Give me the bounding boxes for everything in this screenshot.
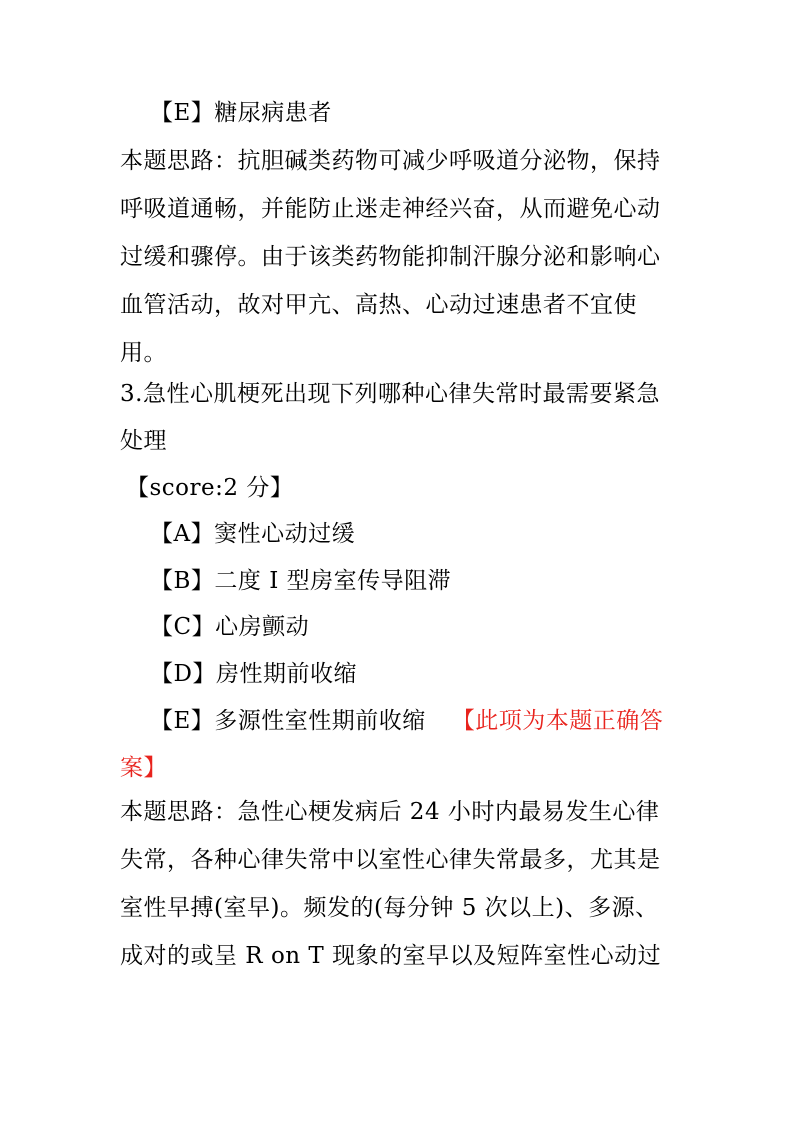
prev-explanation-line: 用。	[120, 340, 167, 366]
option-c: 【C】心房颤动	[150, 614, 310, 640]
option-a: 【A】窦性心动过缓	[150, 521, 356, 547]
question-stem: 3.急性心肌梗死出现下列哪种心律失常时最需要紧急	[120, 381, 660, 407]
prev-explanation-line: 呼吸道通畅，并能防止迷走神经兴奋，从而避免心动	[120, 196, 661, 222]
explanation-line: 本题思路：急性心梗发病后 24 小时内最易发生心律	[120, 799, 660, 825]
question-stem: 处理	[120, 428, 167, 454]
prev-explanation-line: 本题思路：抗胆碱类药物可减少呼吸道分泌物，保持	[120, 148, 661, 174]
option-e	[150, 706, 663, 736]
explanation-line: 失常，各种心律失常中以室性心律失常最多，尤其是	[120, 847, 661, 873]
explanation-line: 成对的或呈 R on T 现象的室早以及短阵室性心动过	[120, 943, 662, 969]
correct-answer-mark: 【此项为本题正确答	[451, 708, 664, 734]
question-score: 【score:2 分】	[126, 475, 294, 501]
prev-explanation-line: 血管活动，故对甲亢、高热、心动过速患者不宜使	[120, 292, 637, 318]
prev-option-e: 【E】糖尿病患者	[150, 100, 332, 126]
correct-answer-mark-continued: 案】	[120, 755, 167, 781]
option-d: 【D】房性期前收缩	[150, 661, 357, 687]
option-b: 【B】二度 I 型房室传导阻滞	[150, 568, 452, 594]
explanation-line: 室性早搏(室早)。频发的(每分钟 5 次以上)、多源、	[120, 895, 659, 921]
option-e-text: 【E】多源性室性期前收缩	[150, 708, 426, 734]
prev-explanation-line: 过缓和骤停。由于该类药物能抑制汗腺分泌和影响心	[120, 244, 661, 270]
